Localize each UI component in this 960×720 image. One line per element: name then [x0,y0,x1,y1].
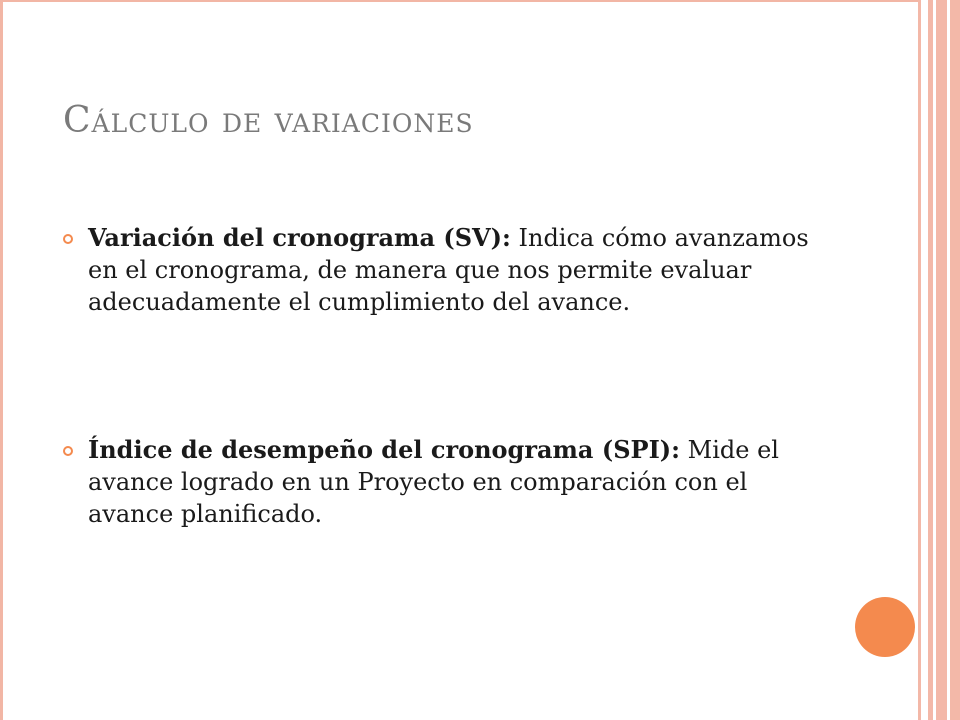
bullet-term: Variación del cronograma (SV): [88,223,511,252]
bullet-description: Indica cómo avanzamos en el cronograma, de manera que nos permite evaluar adecuadamente el cumplimiento del avance. [88,224,809,316]
bullet-item [63,434,823,530]
slide-frame-left [0,0,3,720]
bullet-circle-icon [63,234,73,244]
bullet-term: Índice de desempeño del cronograma (SPI): [88,435,681,464]
bullet-description: Mide el avance logrado en un Proyecto en comparación con el avance planificado. [88,436,779,528]
slide-title: Cálculo de variaciones [63,100,474,141]
bullet-circle-icon [63,446,73,456]
bullet-list [63,222,823,530]
slide-frame-top [0,0,920,2]
decorative-circle [855,597,915,657]
decorative-stripes [918,0,960,720]
bullet-item [63,222,823,318]
